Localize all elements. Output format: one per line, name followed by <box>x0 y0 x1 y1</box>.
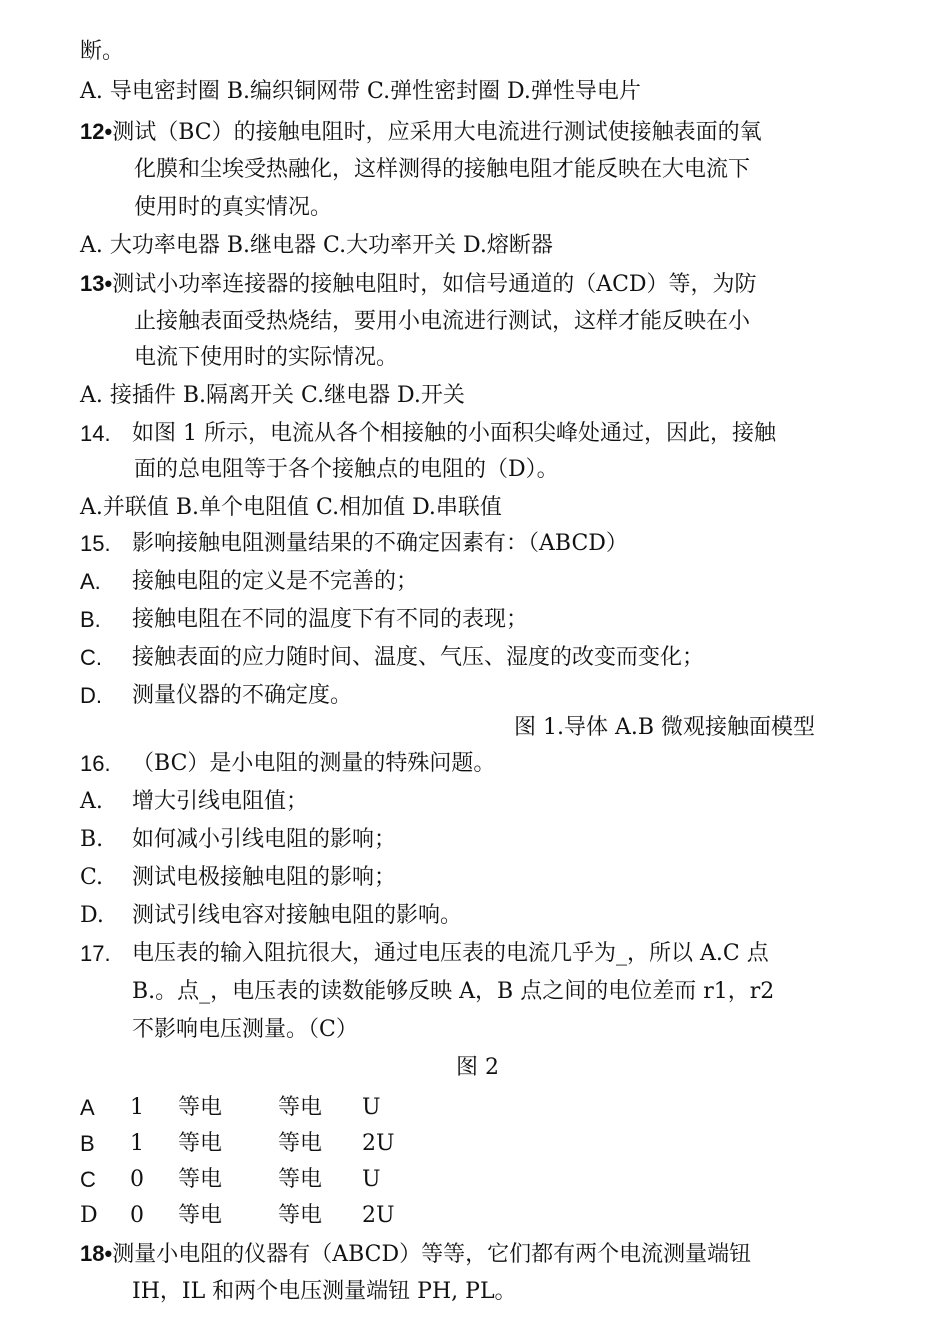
q16-text: （BC）是小电阻的测量的特殊问题。 <box>132 751 496 776</box>
option-text: 如何减小引线电阻的影响； <box>132 827 397 852</box>
q13-options: A. 接插件 B.隔离开关 C.继电器 D.开关 <box>80 383 465 408</box>
cell: 0 <box>130 1167 144 1192</box>
q13-number: 13• <box>80 271 113 296</box>
option-text: 接触电阻的定义是不完善的； <box>132 569 419 594</box>
option-text: 测量仪器的不确定度。 <box>132 683 353 708</box>
option-text: 测试电极接触电阻的影响； <box>132 865 397 890</box>
cell: 1 <box>130 1095 144 1120</box>
figure-2-caption: 图 2 <box>456 1055 499 1080</box>
cell: 等电 <box>278 1203 323 1228</box>
cell: 2U <box>362 1131 395 1156</box>
cell: U <box>362 1167 381 1192</box>
cell: 0 <box>130 1203 144 1228</box>
option-key: B. <box>80 827 104 852</box>
cell: 等电 <box>178 1167 223 1192</box>
q15-line-1 <box>80 530 628 559</box>
table-row <box>80 1092 500 1128</box>
q12-number: 12• <box>80 119 113 144</box>
q16-option-d <box>80 902 463 930</box>
q16-option-c <box>80 864 397 892</box>
q13-line-3: 电流下使用时的实际情况。 <box>134 345 399 370</box>
q12-line-2: 化膜和尘埃受热融化，这样测得的接触电阻才能反映在大电流下 <box>134 157 751 182</box>
q14-number: 14. <box>80 421 111 446</box>
q17-answer-table <box>80 1092 500 1236</box>
table-row <box>80 1128 500 1164</box>
cell: 等电 <box>178 1095 223 1120</box>
q12-text: 测试（BC）的接触电阻时，应采用大电流进行测试使接触表面的氧 <box>112 120 762 145</box>
q16-option-a <box>80 788 309 816</box>
q15-option-a <box>80 568 419 597</box>
cell: 等电 <box>278 1095 323 1120</box>
cell: 等电 <box>178 1203 223 1228</box>
q15-option-d <box>80 682 353 711</box>
q17-number: 17. <box>80 941 111 966</box>
table-row <box>80 1164 500 1200</box>
q13-text: 测试小功率连接器的接触电阻时，如信号通道的（ACD）等，为防 <box>112 272 757 297</box>
row-key: A <box>80 1095 95 1120</box>
q13-line-1 <box>80 270 757 299</box>
q16-number: 16. <box>80 751 111 776</box>
q15-text: 影响接触电阻测量结果的不确定因素有：（ABCD） <box>132 531 628 556</box>
q17-line-2: B.。点_，电压表的读数能够反映 A，B 点之间的电位差而 r1，r2 <box>132 979 775 1004</box>
row-key: B <box>80 1131 95 1156</box>
q17-text: 电压表的输入阻抗很大，通过电压表的电流几乎为_，所以 A.C 点 <box>132 941 769 966</box>
q15-number: 15. <box>80 531 111 556</box>
option-text: 测试引线电容对接触电阻的影响。 <box>132 903 463 928</box>
option-key: A. <box>80 789 103 814</box>
cell: 等电 <box>278 1131 323 1156</box>
q14-line-1 <box>80 420 776 449</box>
cell: U <box>362 1095 381 1120</box>
q17-line-1 <box>80 940 769 969</box>
cell: 1 <box>130 1131 144 1156</box>
option-key: B. <box>80 607 101 632</box>
q18-line-2: IH，IL 和两个电压测量端钮 PH, PL。 <box>132 1279 517 1304</box>
q12-line-3: 使用时的真实情况。 <box>134 195 333 220</box>
q16-line-1 <box>80 750 496 779</box>
q14-text: 如图 1 所示，电流从各个相接触的小面积尖峰处通过，因此，接触 <box>132 421 776 446</box>
q18-number: 18• <box>80 1241 113 1266</box>
option-key: C. <box>80 645 102 670</box>
q16-option-b <box>80 826 397 854</box>
q11-options: A. 导电密封圈 B.编织铜网带 C.弹性密封圈 D.弹性导电片 <box>80 79 641 104</box>
q13-line-2: 止接触表面受热烧结，要用小电流进行测试，这样才能反映在小 <box>134 309 751 334</box>
q15-option-c <box>80 644 705 673</box>
q18-text: 测量小电阻的仪器有（ABCD）等等，它们都有两个电流测量端钮 <box>112 1242 752 1267</box>
option-text: 接触电阻在不同的温度下有不同的表现； <box>132 607 529 632</box>
row-key: C <box>80 1167 96 1192</box>
option-key: D. <box>80 903 104 928</box>
q18-line-1 <box>80 1240 751 1269</box>
text-line: 断。 <box>80 39 125 64</box>
q12-options: A. 大功率电器 B.继电器 C.大功率开关 D.熔断器 <box>80 233 553 258</box>
q14-line-2: 面的总电阻等于各个接触点的电阻的（D）。 <box>134 457 559 482</box>
option-key: A. <box>80 569 101 594</box>
table-row <box>80 1200 500 1236</box>
option-key: C. <box>80 865 104 890</box>
option-key: D. <box>80 683 102 708</box>
cell: 等电 <box>278 1167 323 1192</box>
cell: 2U <box>362 1203 395 1228</box>
q14-options: A.并联值 B.单个电阻值 C.相加值 D.串联值 <box>80 495 502 520</box>
option-text: 接触表面的应力随时间、温度、气压、湿度的改变而变化； <box>132 645 705 670</box>
q15-option-b <box>80 606 529 635</box>
q17-line-3: 不影响电压测量。（C） <box>132 1017 358 1042</box>
cell: 等电 <box>178 1131 223 1156</box>
figure-1-caption: 图 1.导体 A.B 微观接触面模型 <box>514 715 816 740</box>
option-text: 增大引线电阻值； <box>132 789 309 814</box>
q12-line-1 <box>80 118 762 147</box>
row-key: D <box>80 1203 98 1228</box>
